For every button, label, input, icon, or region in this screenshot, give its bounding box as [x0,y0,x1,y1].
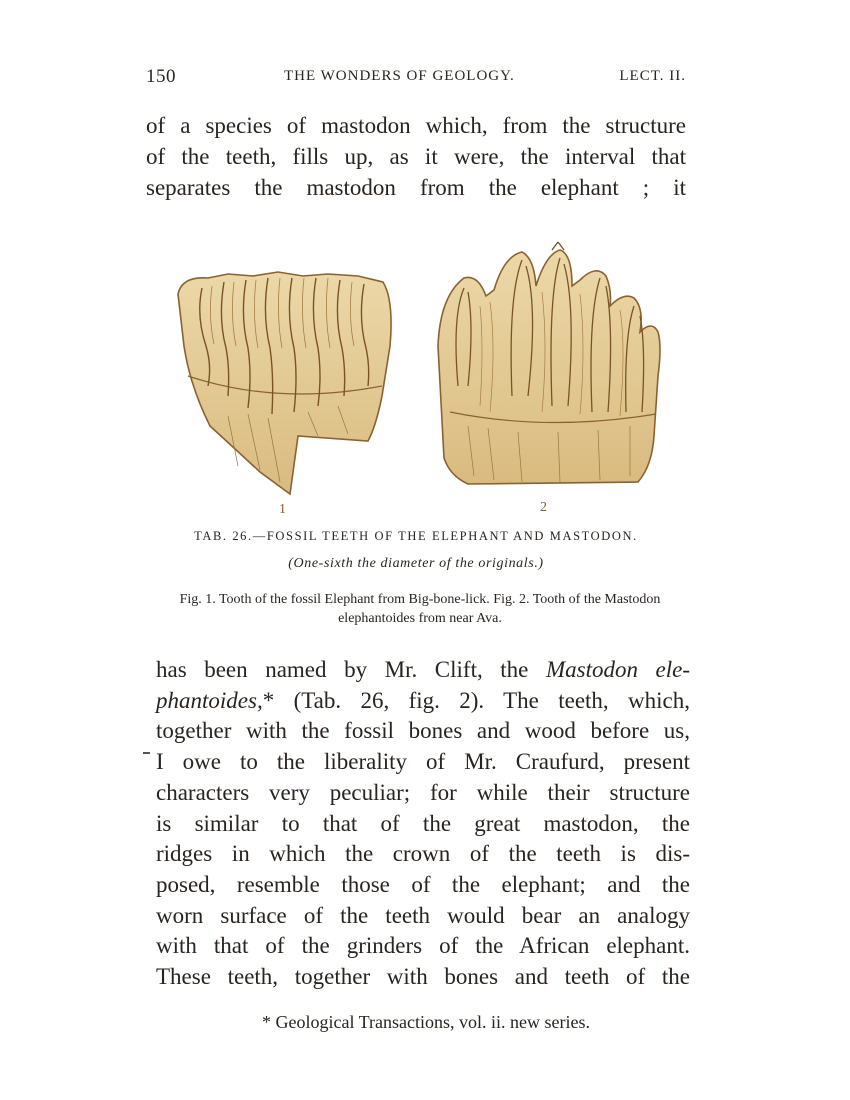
figure-caption-description: Fig. 1. Tooth of the fossil Elephant from Big-bone-lick. Fig. 2. Tooth of the Mastodon elephantoides from near Ava. [179,592,661,626]
text-line: of the teeth, fills up, as it were, the interval that [146,144,686,169]
text-line [156,686,690,717]
page-number: 150 [146,66,176,87]
text-line: ridges in which the crown of the teeth is dis- [156,841,690,867]
figure-number-1: 1 [279,502,286,517]
lecture-label: LECT. II. [619,68,686,84]
text-run: has been named by Mr. Clift, the [156,657,546,682]
figure-caption-subtitle: (One-sixth the diameter of the originals.) [288,556,544,571]
text-line: These teeth, together with bones and teeth of the [156,964,690,990]
bottom-paragraph [156,655,690,993]
text-line: separates the mastodon from the elephant ; it [146,175,686,200]
elephant-tooth-drawing [178,272,391,494]
text-line: of a species of mastodon which, from the structure [146,113,686,138]
running-head [146,66,686,90]
margin-mark [143,752,150,754]
engraving-figure [168,236,668,526]
running-title: THE WONDERS OF GEOLOGY. [284,68,515,84]
text-line: I owe to the liberality of Mr. Craufurd, present [156,749,690,775]
mastodon-tooth-drawing [438,242,660,484]
italic-run: Mastodon ele- [545,657,691,682]
footnote: * Geological Transactions, vol. ii. new series. [262,1012,590,1032]
text-line: with that of the grinders of the African elephant. [156,933,690,959]
figure-number-2: 2 [540,500,547,515]
text-line: worn surface of the teeth would bear an analogy [156,902,690,928]
fossil-teeth-illustration [168,236,668,506]
top-paragraph [146,110,686,203]
text-line: characters very peculiar; for while their structure [156,779,690,805]
figure-caption-title: TAB. 26.—FOSSIL TEETH OF THE ELEPHANT AND MASTODON. [194,529,638,543]
text-line [156,655,690,686]
text-line: together with the fossil bones and wood before us, [156,718,690,744]
text-line: posed, resemble those of the elephant; and the [156,871,690,897]
text-run: * (Tab. 26, fig. 2). The teeth, which, [262,687,690,713]
text-line: is similar to that of the great mastodon, the [156,810,690,836]
italic-run: phantoides, [156,687,263,713]
